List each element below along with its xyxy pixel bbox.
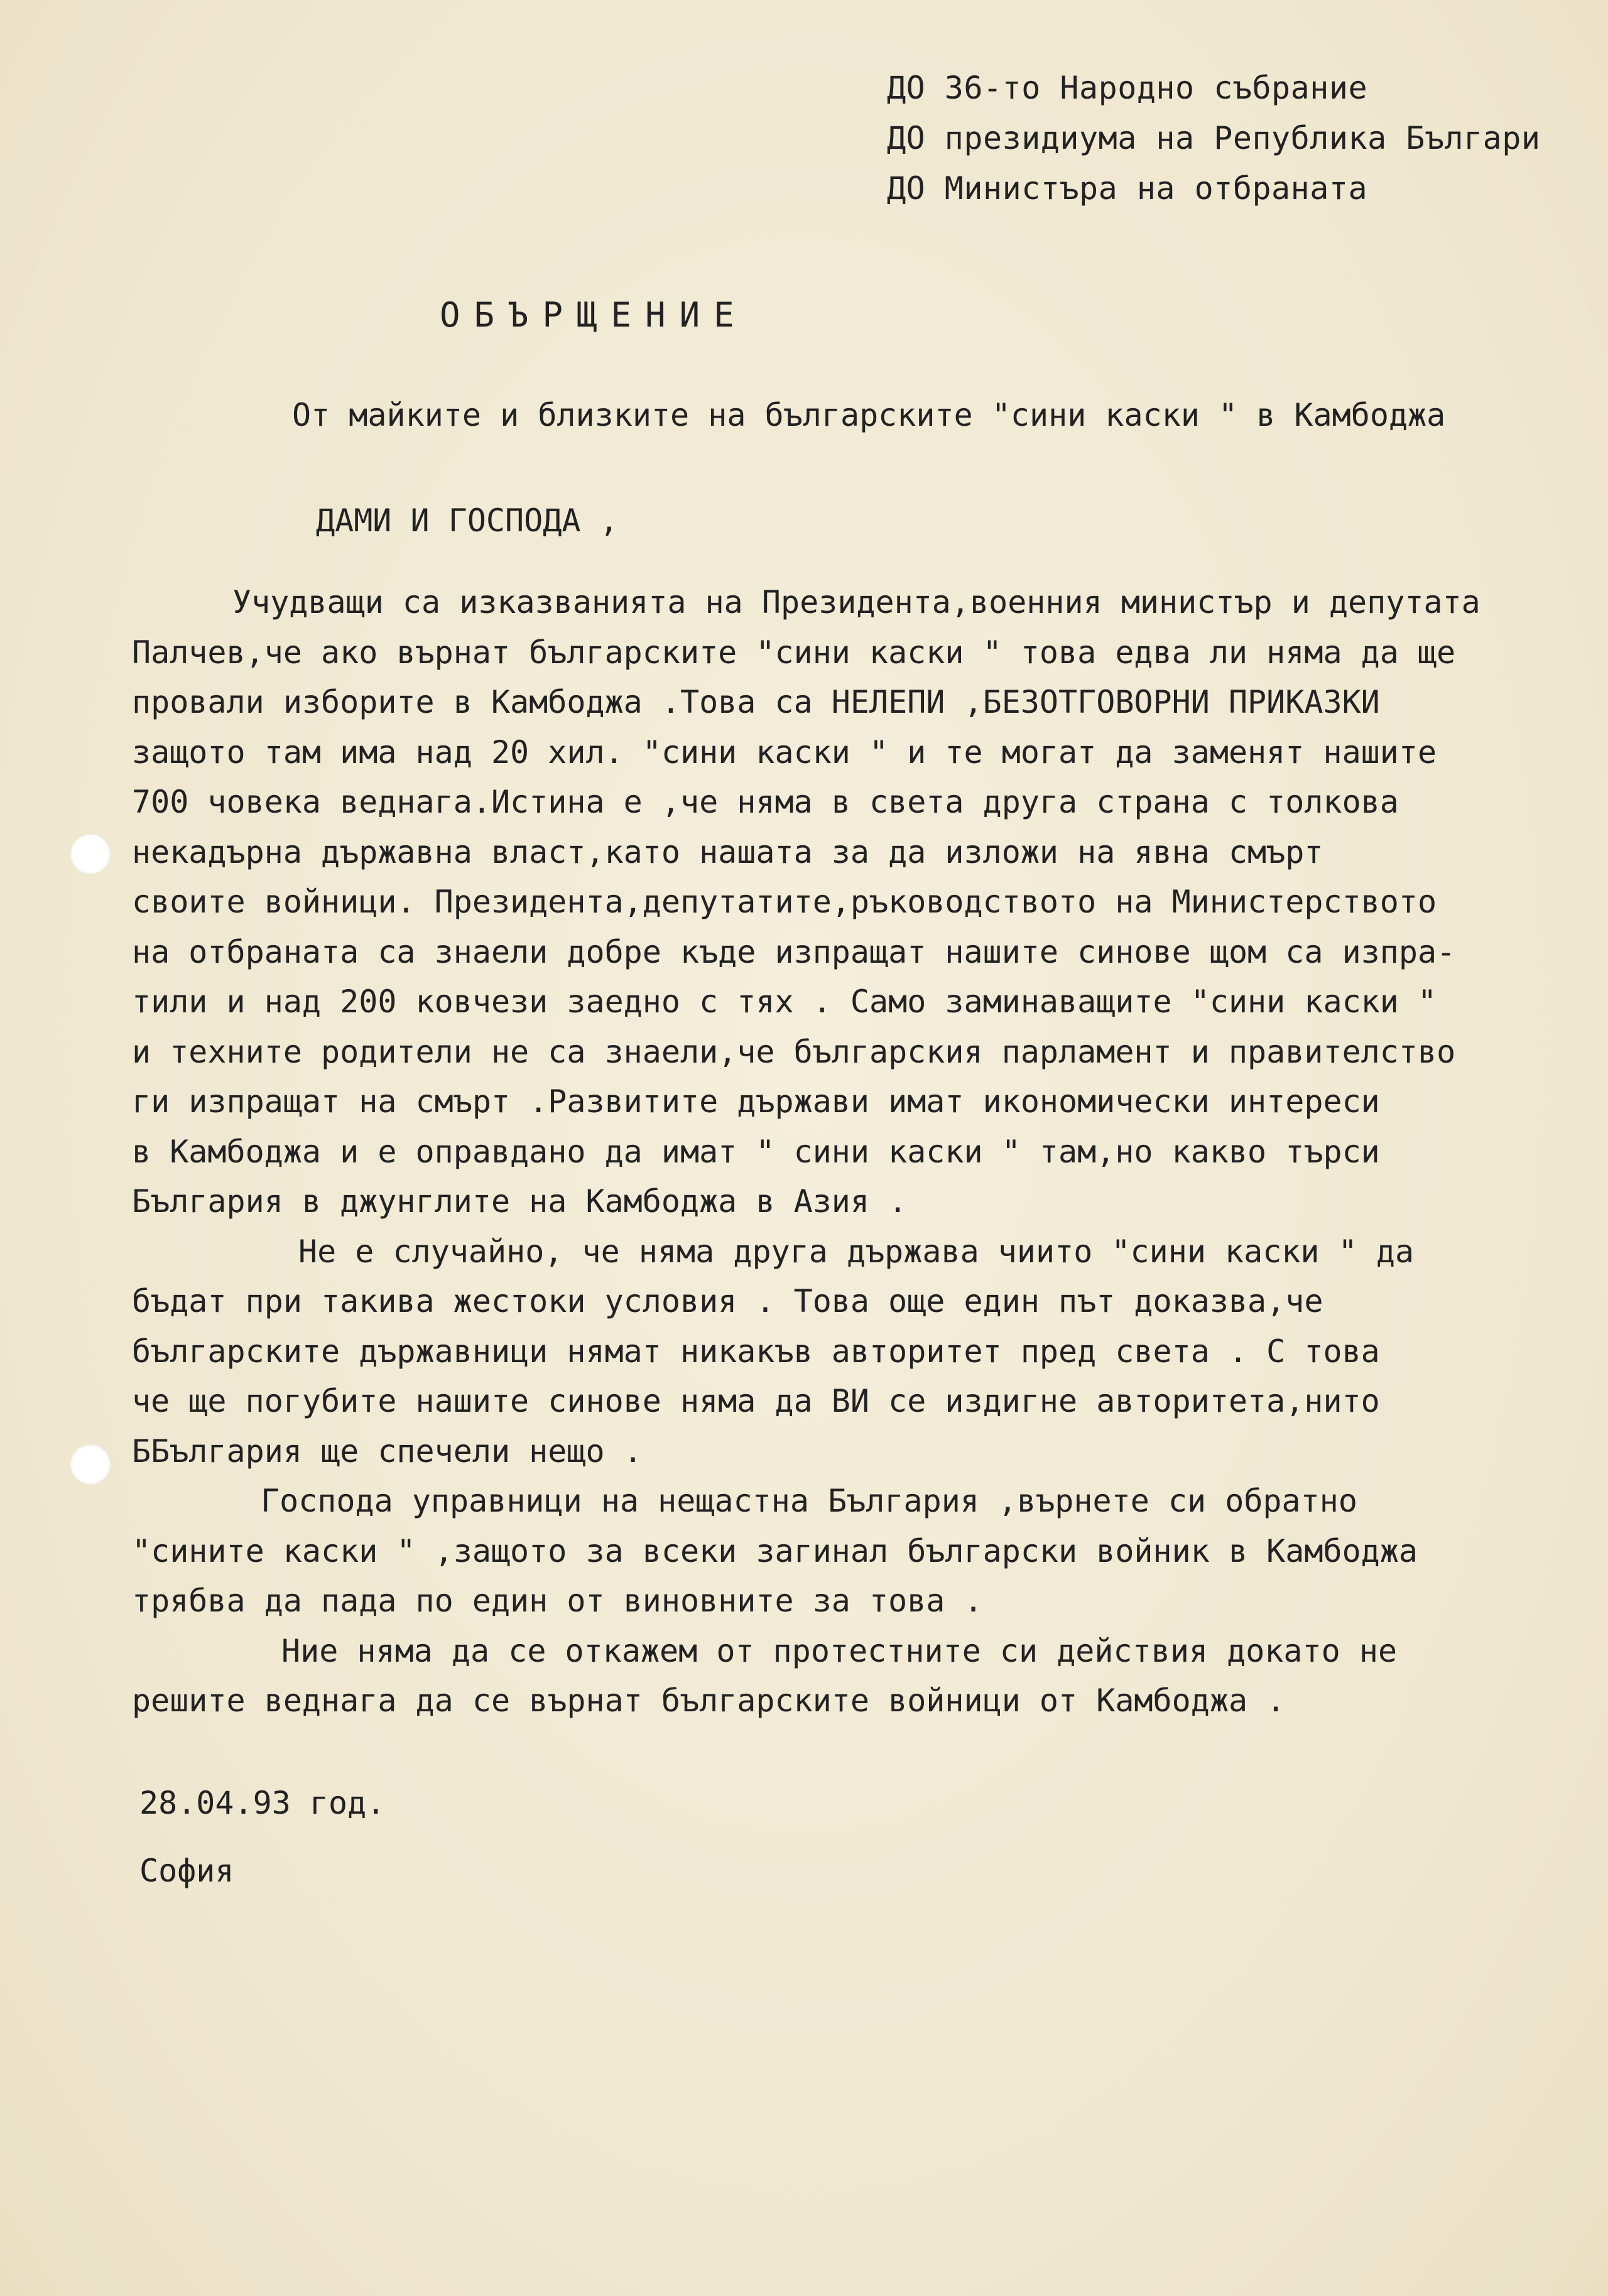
punch-hole: [70, 1444, 111, 1485]
body-line: Не е случайно, че няма друга държава чиито "сини каски " да: [298, 1233, 1415, 1270]
body-line: трябва да пада по един от виновните за това .: [132, 1583, 983, 1619]
body-line: решите веднага да се върнат българските войници от Камбоджа .: [132, 1682, 1286, 1719]
body-line: на отбраната са знаели добре къде изпращат нашите синове щом са изпра-: [132, 933, 1456, 970]
body-line: ББългария ще спечели нещо .: [132, 1432, 643, 1470]
salutation: ДАМИ И ГОСПОДА ,: [316, 502, 619, 539]
body-line: че ще погубите нашите синове няма да ВИ се издигне авторитета,нито: [132, 1383, 1380, 1419]
body-line: защото там има над 20 хил. "сини каски " и те могат да заменят нашите: [132, 734, 1437, 771]
document-title: ОБЪРЩЕНИЕ: [440, 295, 748, 335]
body-line: ги изпращат на смърт .Развитите държави имат икономически интереси: [132, 1083, 1380, 1120]
addressee-block: [887, 63, 1541, 214]
body-line: Учудващи са изказванията на Президента,военния министър и депутата: [232, 584, 1480, 620]
body-line: некадърна държавна власт,като нашата за да изложи на явна смърт: [132, 833, 1323, 870]
body-line: тили и над 200 ковчези заедно с тях . Само заминаващите "сини каски ": [132, 983, 1437, 1020]
body-line: в Камбоджа и е оправдано да имат " сини каски " там,но какво търси: [132, 1133, 1380, 1170]
body-line: Господа управници на нещастна България ,върнете си обратно: [261, 1483, 1357, 1519]
document-city: София: [139, 1853, 234, 1889]
body-line: българските държавници нямат никакъв авторитет пред света . С това: [132, 1333, 1380, 1370]
body-line: "сините каски " ,защото за всеки загинал български войник в Камбоджа: [132, 1532, 1418, 1569]
body-line: Палчев,че ако върнат българските "сини каски " това едва ли няма да ще: [132, 634, 1456, 671]
addressee-line: ДО президиума на Република Българи: [887, 120, 1541, 156]
addressee-line: ДО Министъра на отбраната: [887, 170, 1368, 207]
body-line: своите войници. Президента,депутатите,ръководството на Министерството: [132, 884, 1437, 920]
body-line: и техните родители не са знаели,че българския парламент и правителство: [132, 1033, 1456, 1070]
addressee-line: ДО 36-то Народно събрание: [887, 70, 1368, 106]
letter-body: [132, 578, 1577, 1726]
body-line: България в джунглите на Камбоджа в Азия .: [132, 1183, 908, 1220]
body-line: провали изборите в Камбоджа .Това са НЕЛЕПИ ,БЕЗОТГОВОРНИ ПРИКАЗКИ: [132, 684, 1380, 720]
body-line: Ние няма да се откажем от протестните си действия докато не: [281, 1632, 1398, 1669]
punch-hole: [70, 834, 111, 874]
document-date: 28.04.93 год.: [139, 1785, 386, 1821]
body-line: бъдат при такива жестоки условия . Това още един път доказва,че: [132, 1283, 1323, 1319]
body-line: 700 човека веднага.Истина е ,че няма в света друга страна с толкова: [132, 784, 1399, 820]
document-subtitle: От майките и близките на българските "сини каски " в Камбоджа: [292, 397, 1446, 433]
